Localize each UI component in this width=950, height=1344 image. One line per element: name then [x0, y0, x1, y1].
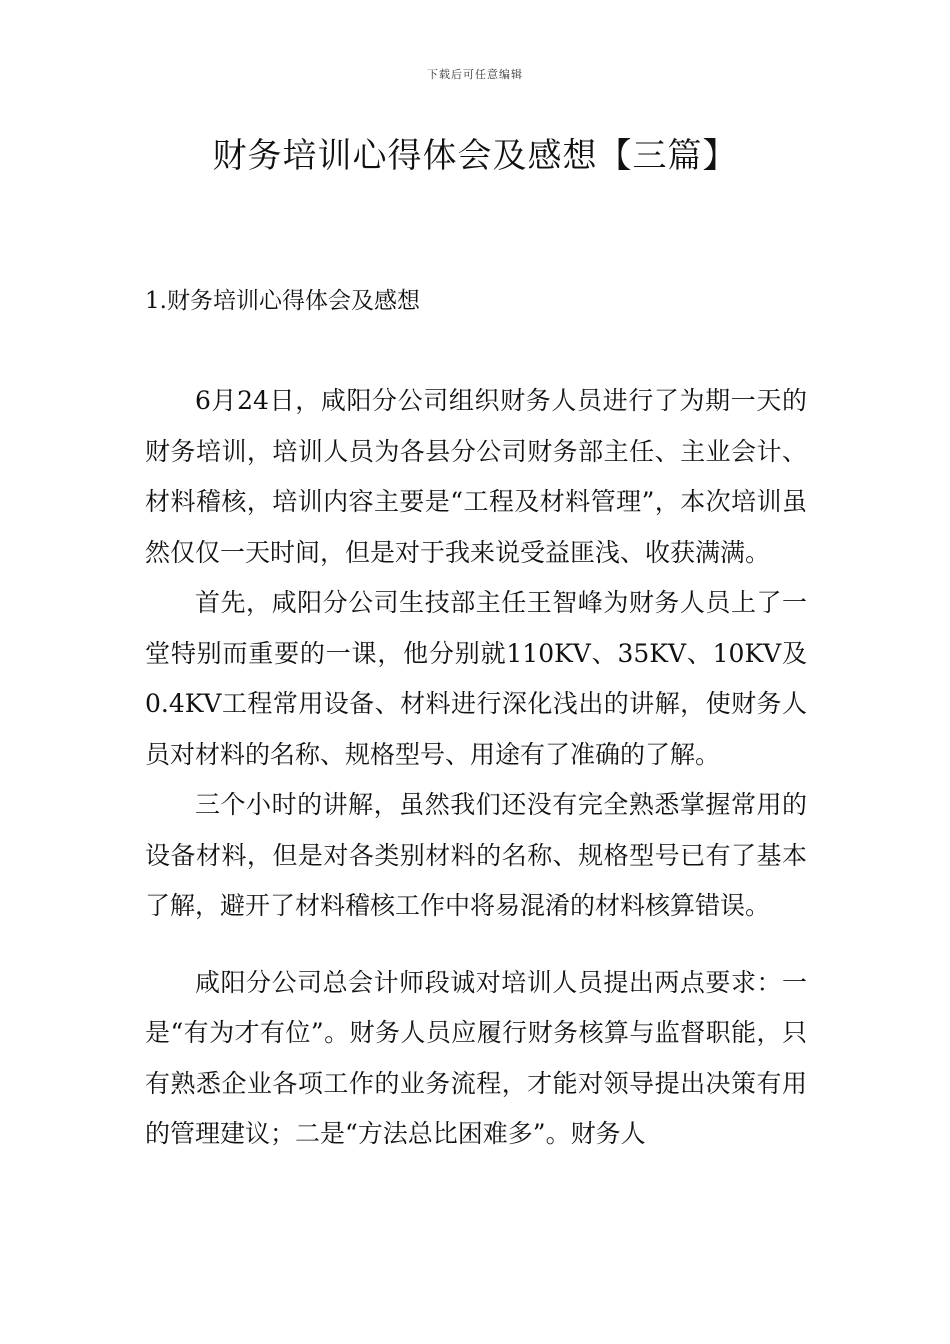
document-title: 财务培训心得体会及感想【三篇】	[212, 136, 738, 176]
paragraph-2: 首先，咸阳分公司生技部主任王智峰为财务人员上了一堂特别而重要的一课，他分别就110KV、35KV、10KV及0.4KV工程常用设备、材料进行深化浅出的讲解，使财务人员对材料的名称、规格型号、用途有了准确的了解。	[145, 588, 807, 769]
paragraph-3: 三个小时的讲解，虽然我们还没有完全熟悉掌握常用的设备材料，但是对各类别材料的名称、规格型号已有了基本了解，避开了材料稽核工作中将易混淆的材料核算错误。	[145, 790, 807, 920]
body-text	[145, 376, 807, 1160]
section-heading: 1.财务培训心得体会及感想	[145, 288, 420, 314]
header-note: 下载后可任意编辑	[427, 68, 523, 81]
paragraph-1: 6月24日，咸阳分公司组织财务人员进行了为期一天的财务培训，培训人员为各县分公司财务部主任、主业会计、材料稽核，培训内容主要是“工程及材料管理”，本次培训虽然仅仅一天时间，但是对于我来说受益匪浅、收获满满。	[145, 386, 807, 567]
paragraph-4: 咸阳分公司总会计师段诚对培训人员提出两点要求：一是“有为才有位”。财务人员应履行财务核算与监督职能，只有熟悉企业各项工作的业务流程，才能对领导提出决策有用的管理建议；二是“方法总比困难多”。财务人	[145, 967, 807, 1148]
